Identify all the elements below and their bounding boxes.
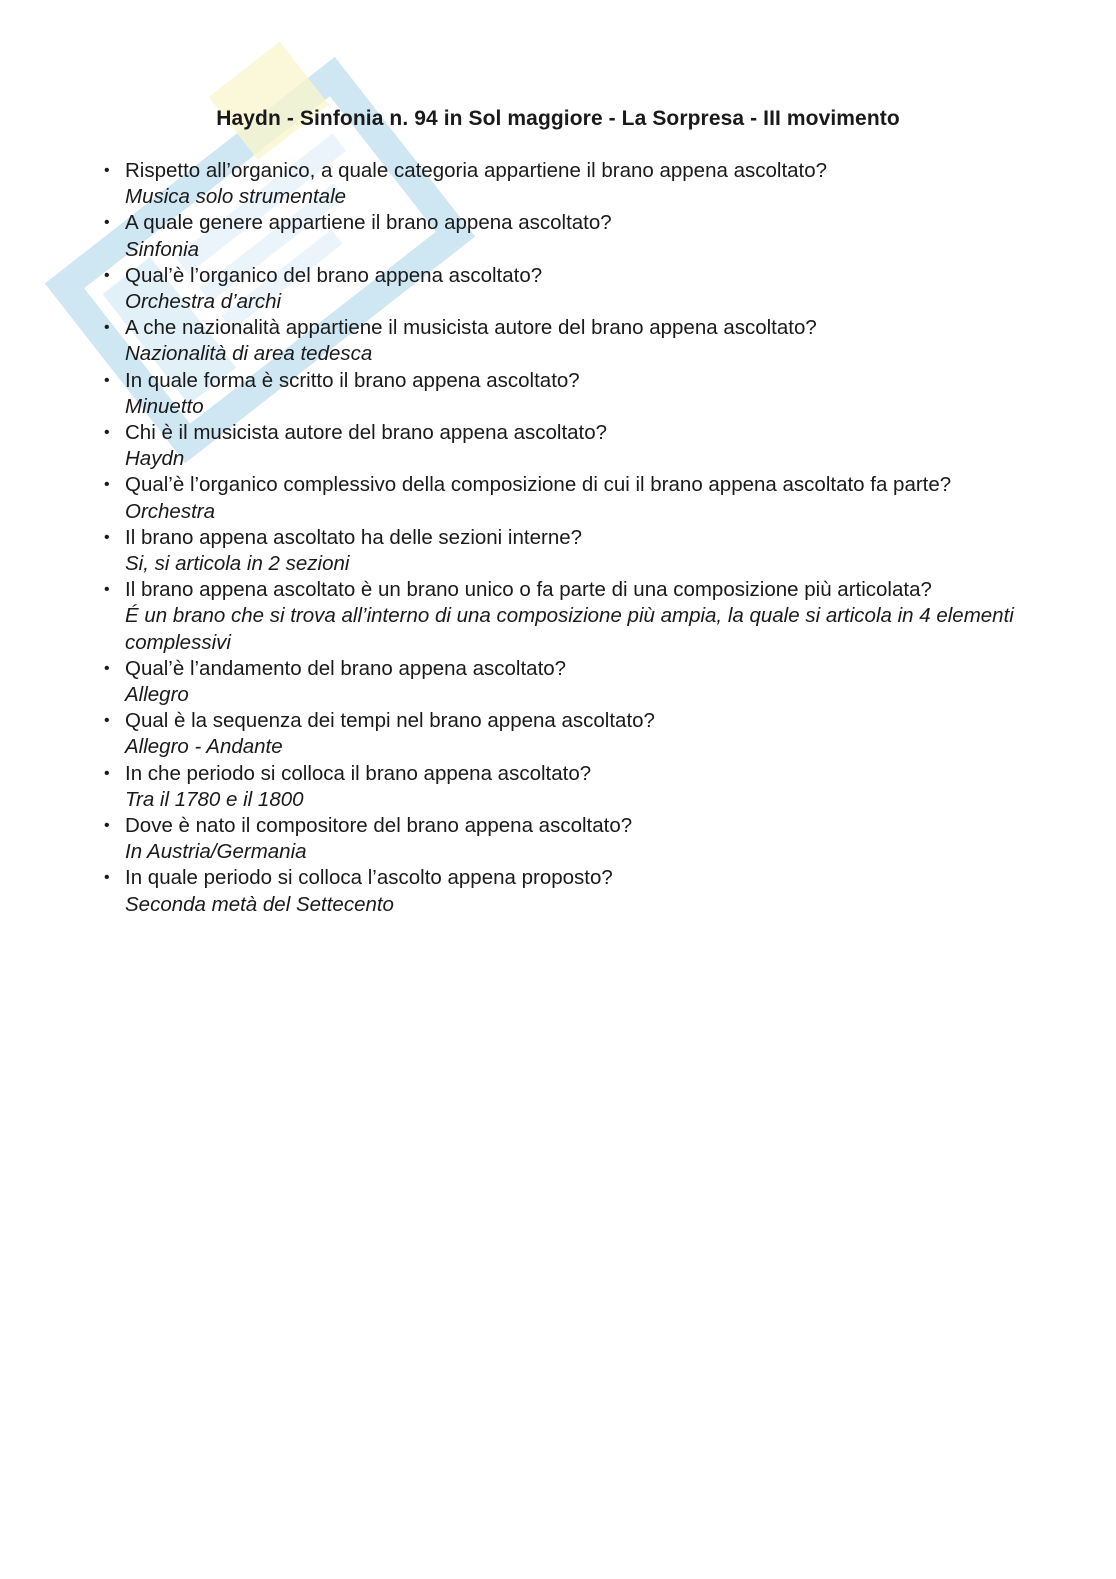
answer-text: Musica solo strumentale: [125, 185, 347, 209]
answer-text: Tra il 1780 e il 1800: [125, 787, 304, 811]
list-item: [104, 210, 1024, 262]
answer-text: Haydn: [125, 447, 185, 471]
answer-text: Si, si articola in 2 sezioni: [125, 552, 350, 576]
answer-text: Allegro - Andante: [125, 735, 283, 759]
question-text: • In quale forma è scritto il brano appena ascoltato?: [125, 368, 580, 392]
question-text: • Il brano appena ascoltato è un brano unico o fa parte di una composizione più articolata?: [125, 578, 932, 602]
list-item: [104, 420, 1024, 472]
answer-text: Seconda metà del Settecento: [125, 892, 394, 916]
list-item: [104, 577, 1024, 656]
list-item: [104, 263, 1024, 315]
question-text: • Chi è il musicista autore del brano appena ascoltato?: [125, 421, 608, 445]
list-item: [104, 525, 1024, 577]
list-item: [104, 761, 1024, 813]
answer-text: Orchestra d’archi: [125, 290, 282, 314]
question-text: • Qual’è l’andamento del brano appena ascoltato?: [125, 656, 567, 680]
list-item: [104, 865, 1024, 917]
answer-text: É un brano che si trova all’interno di una composizione più ampia, la quale si articola in 4 elementi complessivi: [125, 604, 1014, 654]
list-item: [104, 368, 1024, 420]
question-text: • Qual’è l’organico complessivo della composizione di cui il brano appena ascoltato fa parte?: [125, 473, 952, 497]
list-item: [104, 315, 1024, 367]
answer-text: Nazionalità di area tedesca: [125, 342, 373, 366]
question-text: • A quale genere appartiene il brano appena ascoltato?: [125, 211, 612, 235]
answer-text: In Austria/Germania: [125, 840, 307, 864]
answer-text: Minuetto: [125, 394, 204, 418]
list-item: [104, 656, 1024, 708]
question-text: • In che periodo si colloca il brano appena ascoltato?: [125, 761, 592, 785]
list-item: [104, 813, 1024, 865]
question-text: • Qual’è l’organico del brano appena ascoltato?: [125, 263, 543, 287]
answer-text: Orchestra: [125, 499, 215, 523]
list-item: [104, 472, 1024, 524]
question-text: • Dove è nato il compositore del brano appena ascoltato?: [125, 814, 633, 838]
answer-text: Sinfonia: [125, 237, 200, 261]
question-text: • Il brano appena ascoltato ha delle sezioni interne?: [125, 525, 583, 549]
list-item: [104, 158, 1024, 210]
question-text: • Rispetto all’organico, a quale categoria appartiene il brano appena ascoltato?: [125, 159, 828, 182]
question-text: • Qual è la sequenza dei tempi nel brano appena ascoltato?: [125, 709, 655, 733]
page-title: Haydn - Sinfonia n. 94 in Sol maggiore - La Sorpresa - III movimento: [216, 107, 900, 130]
question-text: • A che nazionalità appartiene il musicista autore del brano appena ascoltato?: [125, 316, 817, 340]
list-item: [104, 708, 1024, 760]
question-list: [104, 158, 1024, 918]
question-text: • In quale periodo si colloca l’ascolto appena proposto?: [125, 866, 613, 890]
answer-text: Allegro: [125, 683, 189, 707]
